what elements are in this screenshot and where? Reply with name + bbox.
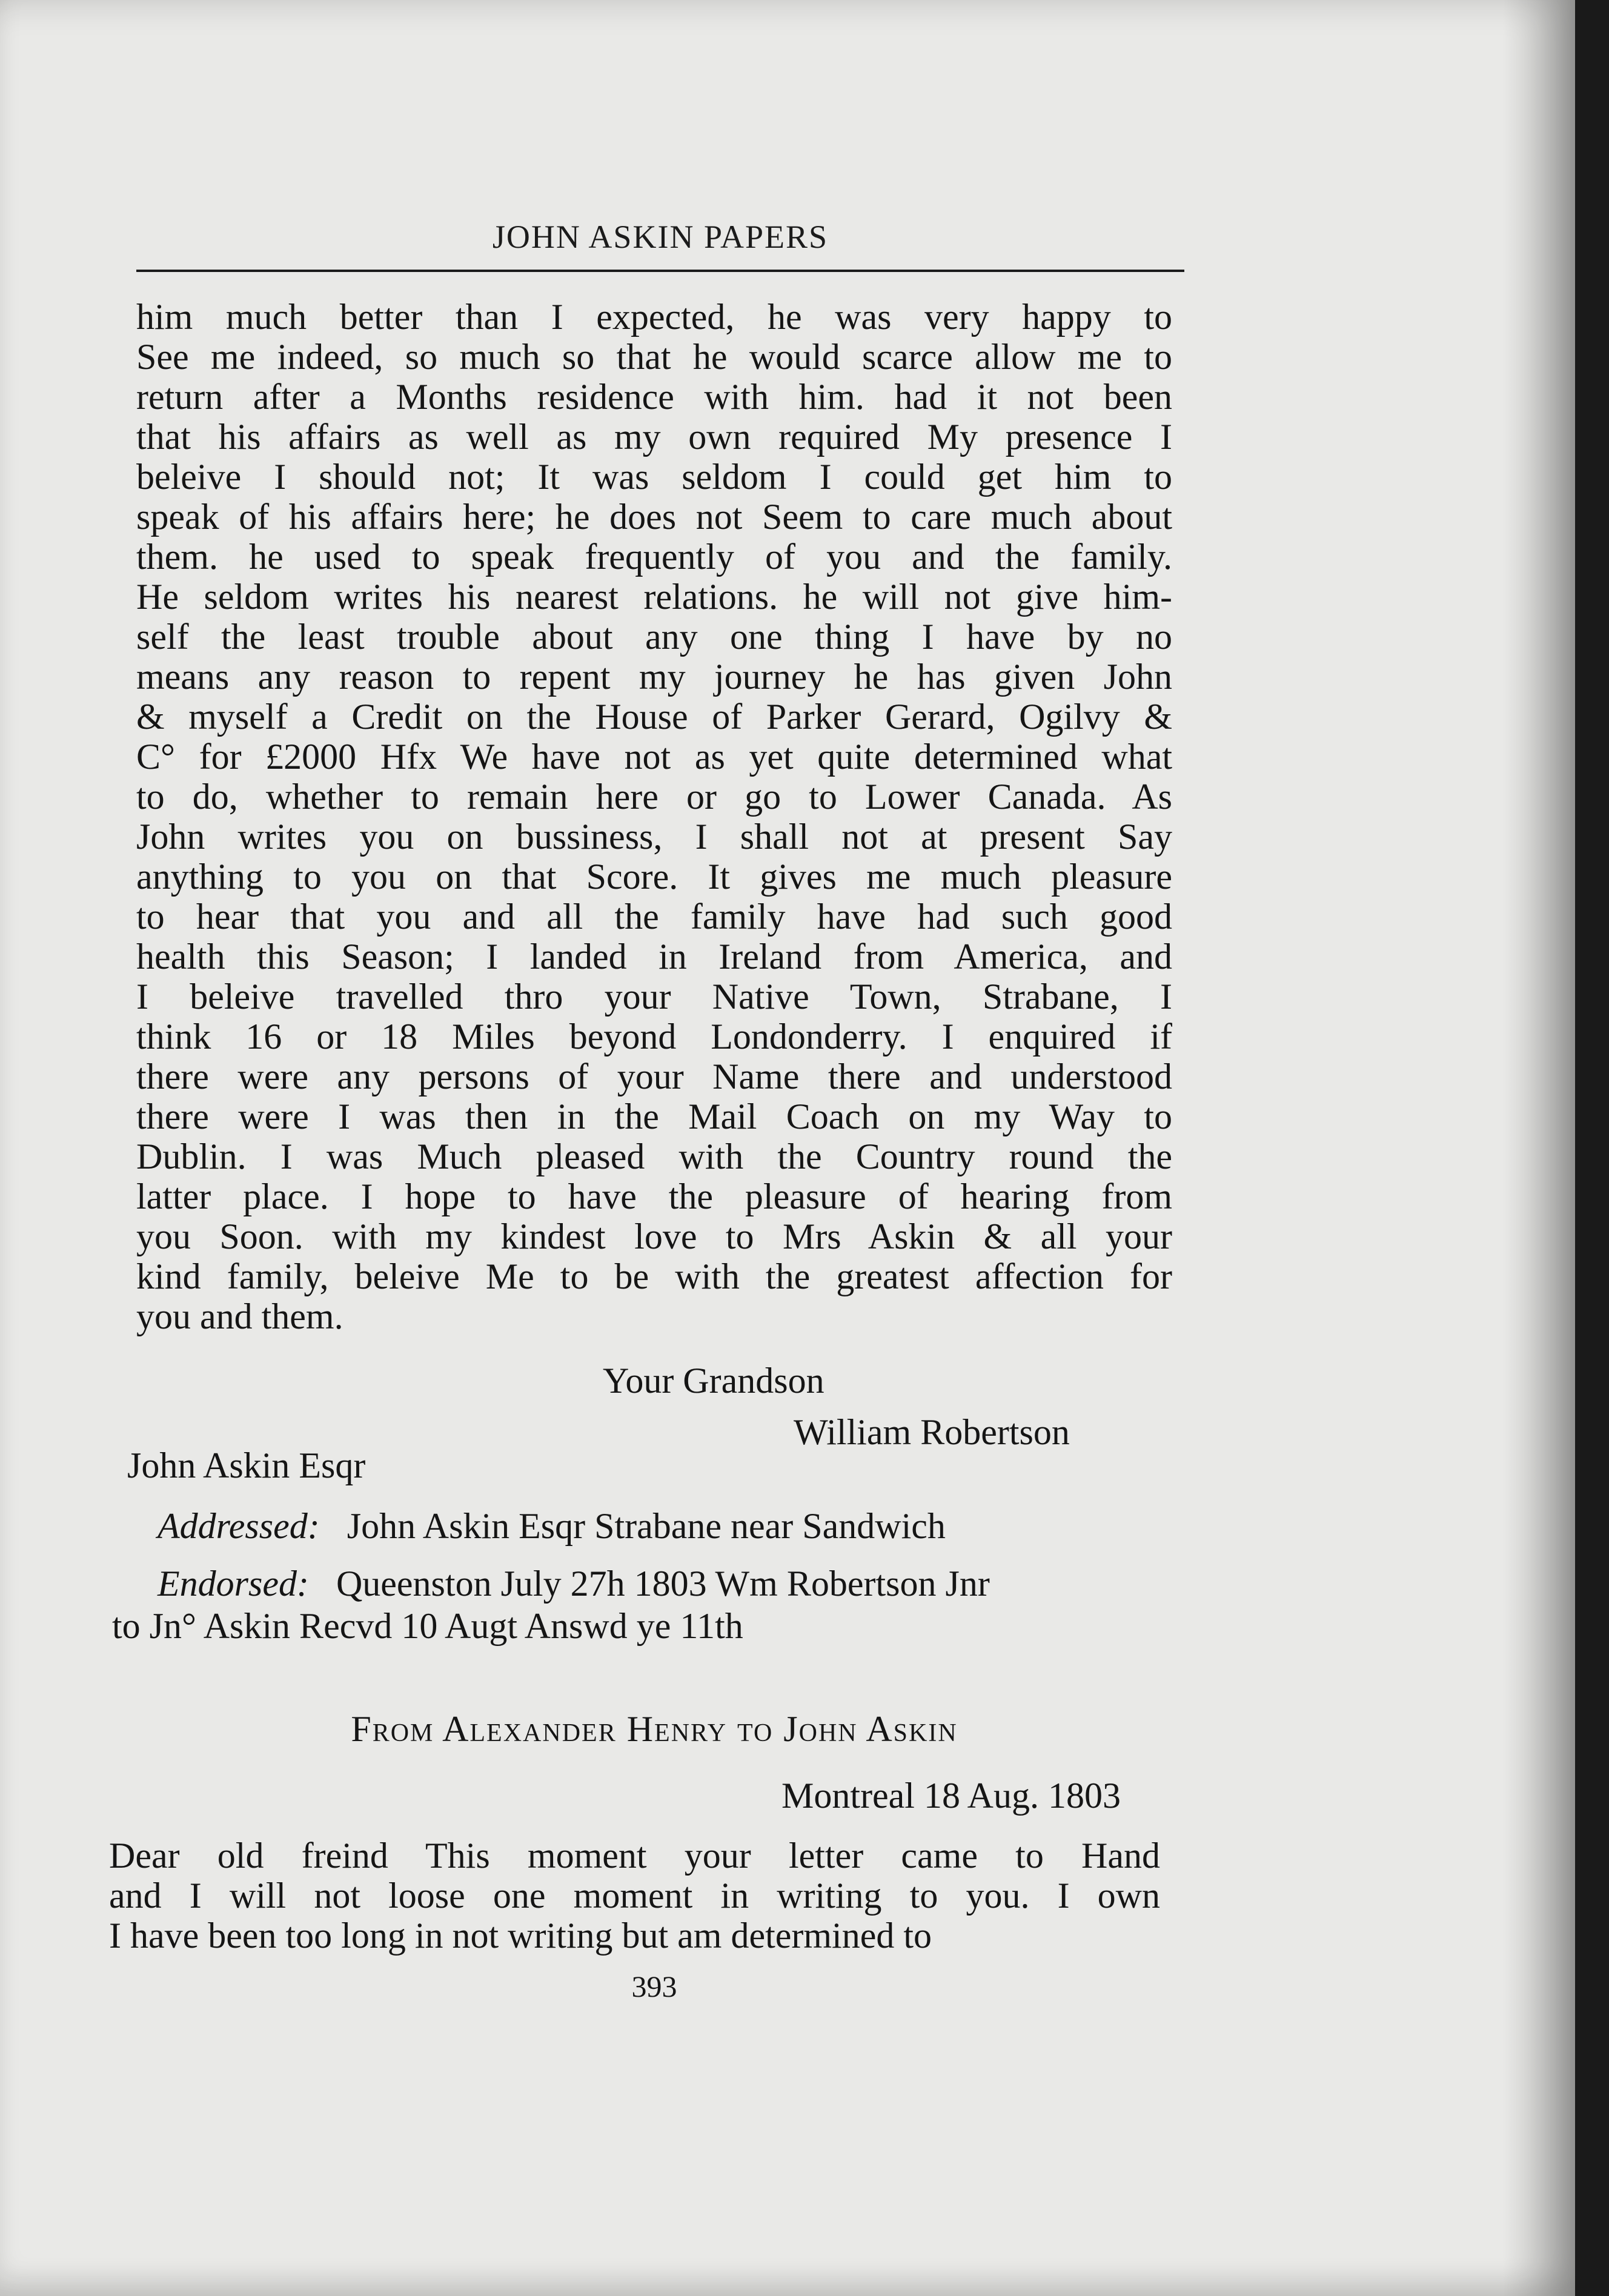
- text-line: them. he used to speak frequently of you and the family.: [136, 537, 1172, 577]
- text-line: him much better than I expected, he was very happy to: [136, 297, 1172, 337]
- endorsed-label: Endorsed:: [158, 1564, 309, 1604]
- endorsed-line-2: to Jn° Askin Recvd 10 Augt Answd ye 11th: [112, 1606, 743, 1646]
- text-line: you and them.: [136, 1296, 343, 1336]
- header-rule: [136, 270, 1184, 272]
- closing-salutation: Your Grandson: [603, 1361, 824, 1401]
- text-line: & myself a Credit on the House of Parker Gerard, Ogilvy &: [136, 697, 1172, 737]
- addressed-label: Addressed:: [158, 1506, 320, 1546]
- text-line: C° for £2000 Hfx We have not as yet quite determined what: [136, 737, 1172, 777]
- text-line: that his affairs as well as my own required My presence I: [136, 417, 1172, 457]
- signature: William Robertson: [794, 1412, 1070, 1452]
- text-line: Dear old freind This moment your letter came to Hand: [109, 1836, 1160, 1876]
- text-line: I beleive travelled thro your Native Town, Strabane, I: [136, 977, 1172, 1017]
- running-header: JOHN ASKIN PAPERS: [492, 219, 829, 255]
- second-letter-body: [109, 1836, 1160, 1956]
- text-line: think 16 or 18 Miles beyond Londonderry. I enquired if: [136, 1017, 1172, 1057]
- text-line: self the least trouble about any one thing I have by no: [136, 617, 1172, 657]
- endorsed-note: [158, 1563, 1175, 1604]
- text-line: John writes you on bussiness, I shall not at present Say: [136, 817, 1172, 857]
- text-line: to do, whether to remain here or go to Lower Canada. As: [136, 777, 1172, 817]
- letter-body: [136, 297, 1172, 1336]
- text-line: beleive I should not; It was seldom I could get him to: [136, 457, 1172, 497]
- addressed-text: John Askin Esqr Strabane near Sandwich: [347, 1506, 946, 1546]
- recipient-line: John Askin Esqr: [127, 1445, 366, 1485]
- text-line: to hear that you and all the family have had such good: [136, 897, 1172, 937]
- endorsed-line-1: Queenston July 27h 1803 Wm Robertson Jnr: [336, 1564, 990, 1604]
- page-number: 393: [631, 1969, 677, 2003]
- text-line: return after a Months residence with him. had it not been: [136, 377, 1172, 417]
- text-line: latter place. I hope to have the pleasure of hearing from: [136, 1176, 1172, 1216]
- text-line: I have been too long in not writing but am determined to: [109, 1916, 932, 1956]
- dateline: Montreal 18 Aug. 1803: [781, 1776, 1121, 1816]
- text-line: speak of his affairs here; he does not Seem to care much about: [136, 497, 1172, 537]
- text-line: there were I was then in the Mail Coach on my Way to: [136, 1097, 1172, 1136]
- page-edge-shadow: [1502, 0, 1575, 2296]
- text-line: Dublin. I was Much pleased with the Country round the: [136, 1136, 1172, 1176]
- text-line: there were any persons of your Name there and understood: [136, 1057, 1172, 1097]
- text-line: anything to you on that Score. It gives me much pleasure: [136, 857, 1172, 897]
- addressed-note: [158, 1505, 1193, 1547]
- text-line: and I will not loose one moment in writing to you. I own: [109, 1876, 1160, 1916]
- text-line: He seldom writes his nearest relations. he will not give him-: [136, 577, 1172, 617]
- endorsed-note-continued: [112, 1605, 1148, 1647]
- text-line: See me indeed, so much so that he would scarce allow me to: [136, 337, 1172, 377]
- section-title: From Alexander Henry to John Askin: [351, 1709, 958, 1749]
- text-line: you Soon. with my kindest love to Mrs Askin & all your: [136, 1216, 1172, 1256]
- text-line: health this Season; I landed in Ireland from America, and: [136, 937, 1172, 977]
- text-line: means any reason to repent my journey he has given John: [136, 657, 1172, 697]
- text-line: kind family, beleive Me to be with the greatest affection for: [136, 1256, 1172, 1296]
